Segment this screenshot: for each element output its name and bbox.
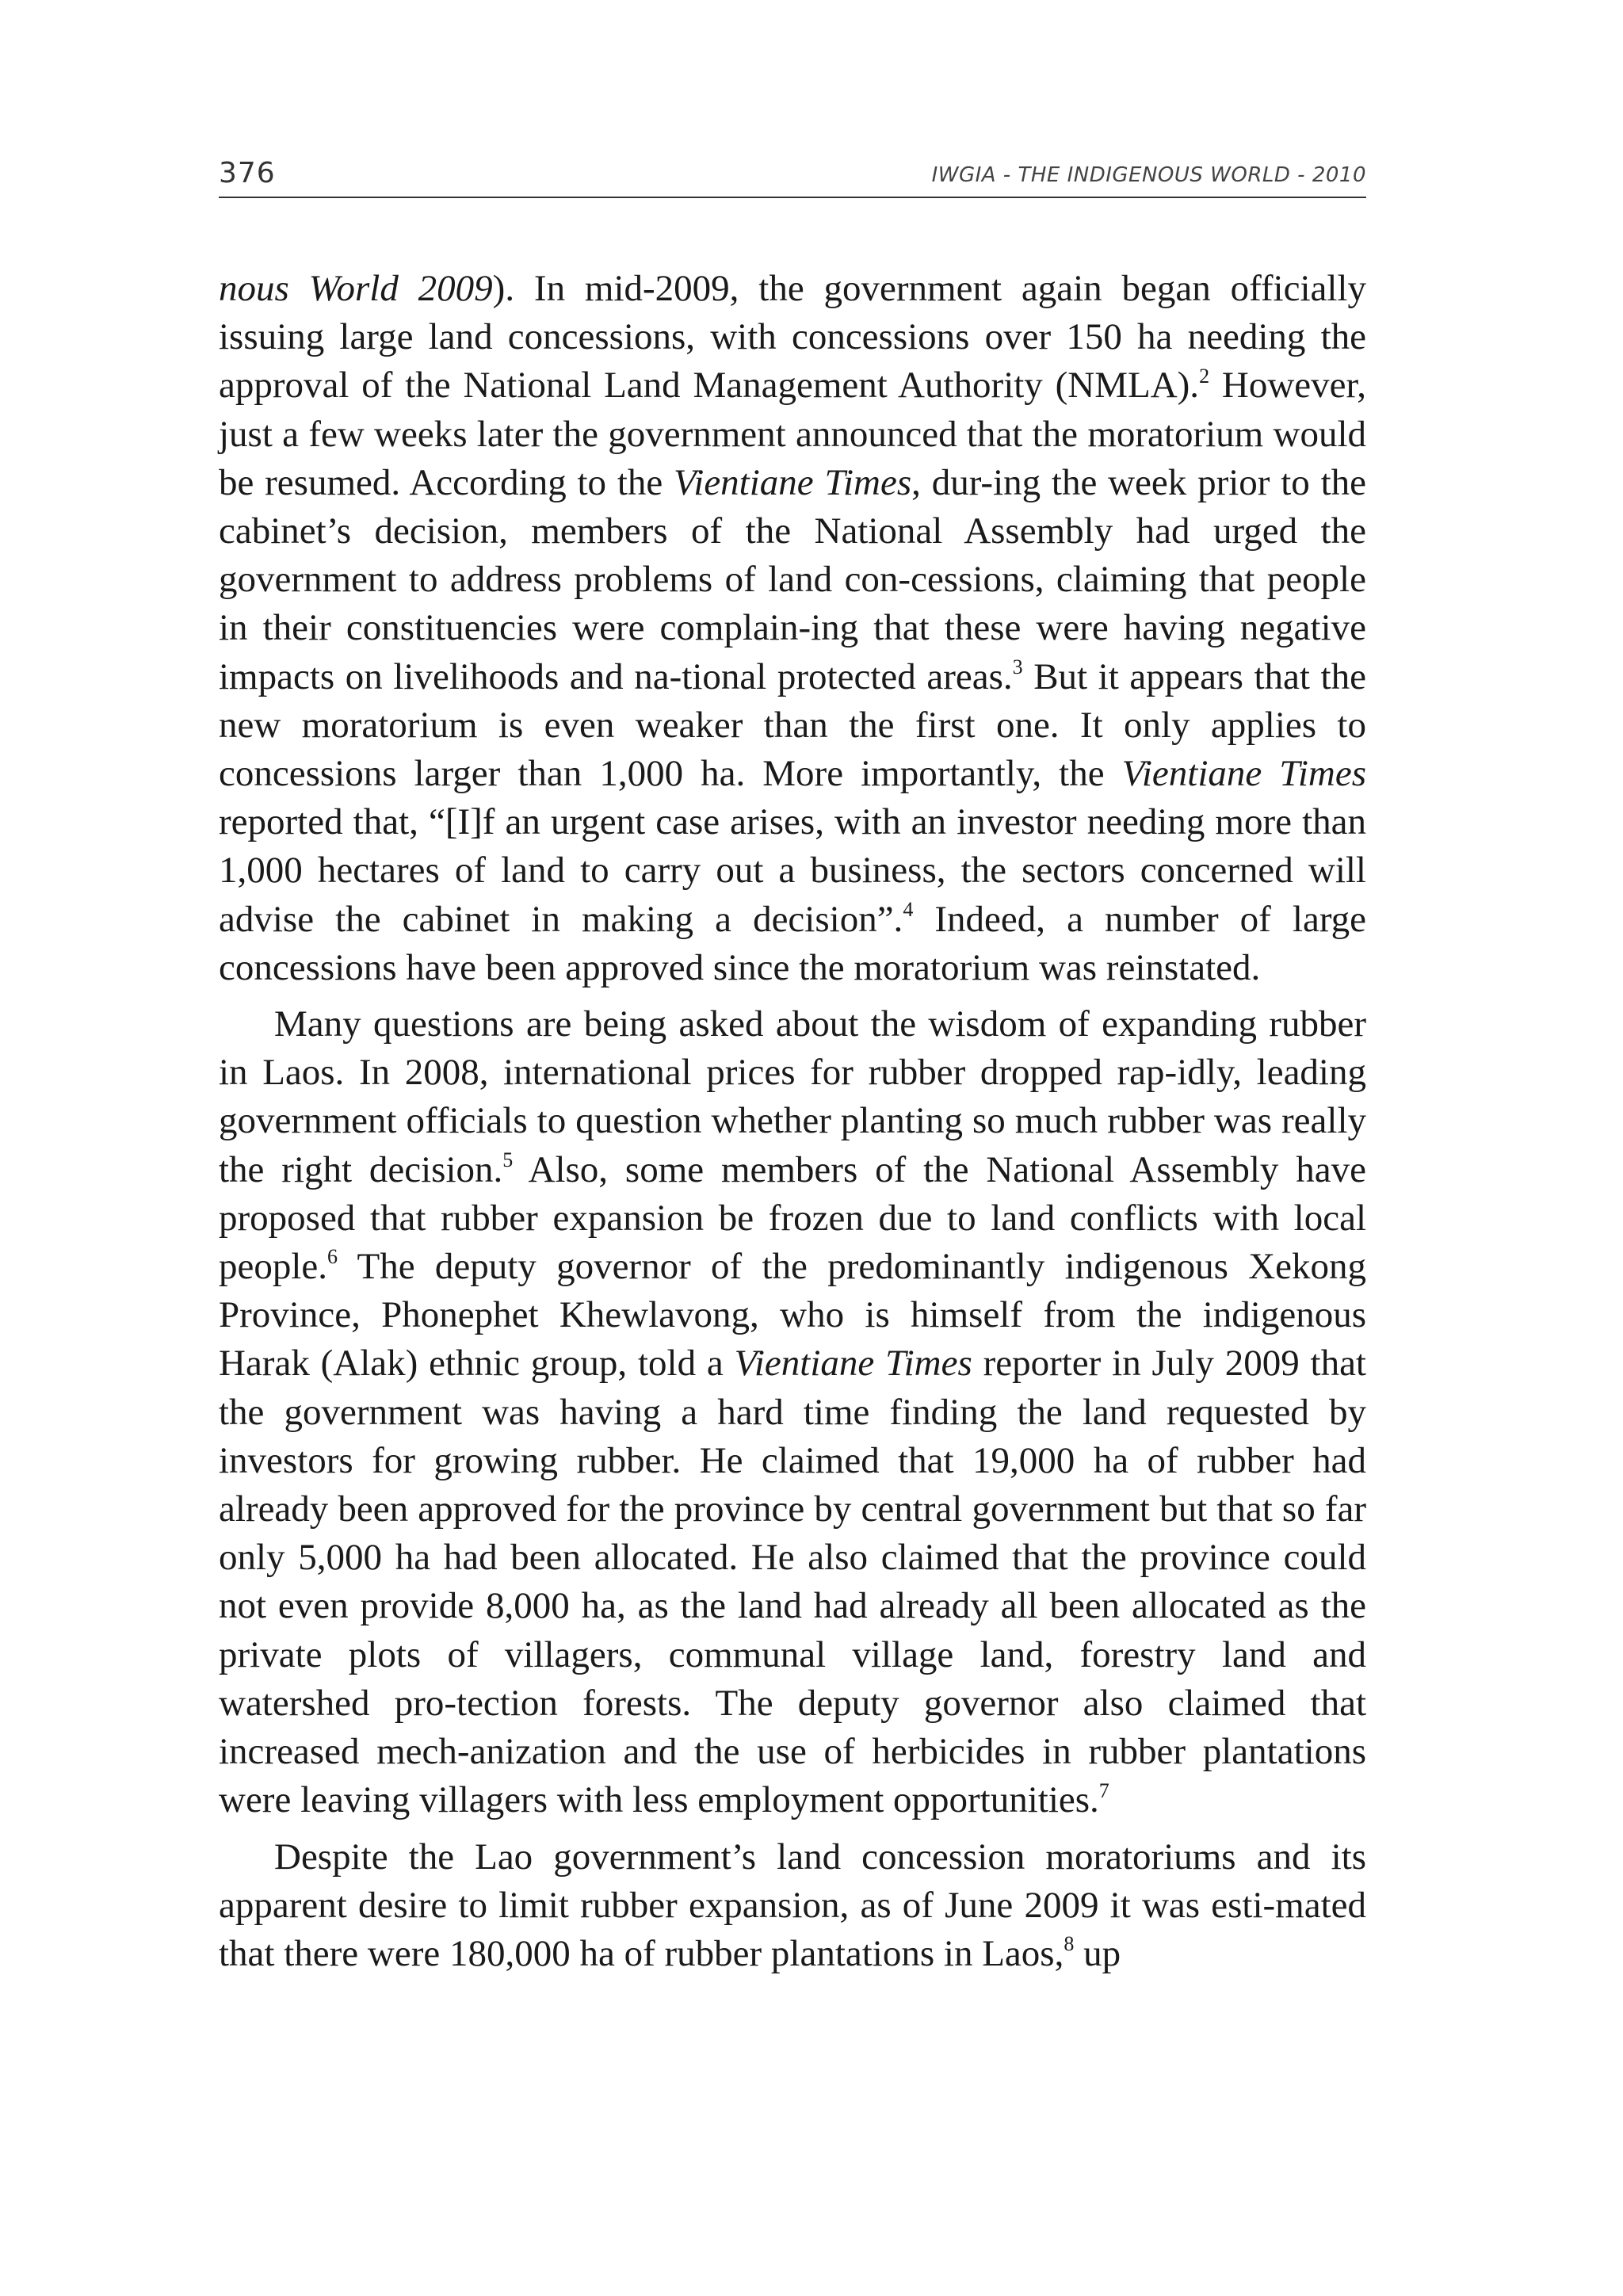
- text-segment: cabinet in making a decision”.: [402, 898, 903, 940]
- text-segment: villagers with less employment opportunities.: [419, 1779, 1099, 1821]
- text-segment: 8,000 ha, as the land had already all been allocated as the private plots: [219, 1585, 1366, 1675]
- footnote-ref: 8: [1064, 1932, 1075, 1956]
- text-segment: issuing large land concessions, with concessions over 150 ha needing: [219, 316, 1306, 358]
- text-segment: anization and the use of herbicides in rubber plantations were leaving: [219, 1731, 1366, 1821]
- text-segment: National Assembly have proposed that rubber expansion be frozen: [219, 1148, 1366, 1239]
- text-segment: moratorium would be resumed. According to the: [219, 413, 1366, 503]
- footnote-ref: 5: [502, 1148, 514, 1171]
- text-segment: 1,000 ha. More importantly, the: [599, 753, 1122, 795]
- text-segment: reported that, “[I]f an: [219, 801, 540, 843]
- text-segment: tional protected areas.: [682, 655, 1013, 697]
- italic-title: Vientiane Times: [674, 461, 912, 503]
- text-segment: the approval of the National Land Management Authority (NMLA).: [219, 316, 1367, 407]
- text-segment: He claimed that 19,000 ha of rubber had already been approved for the: [219, 1439, 1367, 1530]
- text-segment: However, just a few weeks later the government announced that the: [219, 365, 1366, 455]
- text-segment: predominantly indigenous Xekong Province, Phonephet Khewlavong,: [219, 1246, 1367, 1336]
- text-segment: up: [1074, 1932, 1121, 1974]
- text-segment: allocated. He also claimed that the province could not even provide: [219, 1537, 1366, 1627]
- italic-title: Vientiane Times: [734, 1343, 972, 1385]
- text-segment: Many questions are being asked about the wisdom of expanding: [274, 1003, 1257, 1045]
- text-segment: hard time finding the land requested by investors for growing rubber.: [219, 1391, 1366, 1481]
- text-segment: Also, some members of the: [513, 1148, 969, 1190]
- footnote-ref: 6: [327, 1245, 338, 1269]
- text-segment: ). In mid-2009, the government again began officially: [492, 268, 1366, 309]
- text-segment: Assembly had urged the government to address problems of land con-: [219, 510, 1366, 601]
- text-segment: have been approved since the moratorium was reinstated.: [406, 946, 1261, 988]
- journal-title: IWGIA - THE INDIGENOUS WORLD - 2010: [931, 163, 1366, 187]
- text-segment: much rubber was really the right decision.: [219, 1100, 1367, 1190]
- text-segment: reporter in July 2009 that the government was having a: [219, 1343, 1366, 1433]
- text-segment: weaker than the first one. It only applies to concessions larger than: [219, 704, 1366, 795]
- text-segment: province by central government but that so far only 5,000 ha had been: [219, 1488, 1367, 1579]
- text-segment: Indeed, a number of large concessions: [219, 898, 1366, 988]
- text-segment: mated that there were 180,000 ha of rubber plantations in Laos,: [219, 1884, 1366, 1974]
- italic-title: nous World 2009: [219, 268, 493, 309]
- running-header: [219, 155, 1366, 198]
- text-segment: due to land conflicts with local people.: [219, 1197, 1367, 1288]
- text-segment: tection forests. The deputy governor also claimed that increased mech-: [219, 1682, 1366, 1773]
- text-segment: rubber in Laos. In 2008, international prices for rubber dropped rap-: [219, 1003, 1366, 1094]
- page-number: 376: [219, 157, 276, 189]
- text-segment: of land to carry out a business, the sectors concerned will advise the: [219, 850, 1366, 940]
- text-segment: idly, leading government officials to question whether planting so: [219, 1052, 1366, 1142]
- text-segment: ing that these were having negative impacts on livelihoods and na-: [219, 607, 1366, 697]
- text-segment: cessions, claiming that people in their constituencies were complain-: [219, 559, 1366, 649]
- text-segment: of villagers, communal village land, forestry land and watershed pro-: [219, 1633, 1366, 1724]
- footnote-ref: 3: [1012, 655, 1023, 678]
- body-text: [219, 265, 1366, 1978]
- text-segment: But it appears that the new moratorium is even: [219, 655, 1366, 746]
- text-segment: The deputy governor of the: [338, 1246, 808, 1288]
- footnote-ref: 2: [1199, 364, 1210, 388]
- text-segment: , dur-: [911, 461, 994, 503]
- footnote-ref: 4: [903, 897, 914, 921]
- footnote-ref: 7: [1098, 1778, 1109, 1802]
- text-segment: Despite the Lao government’s land concession moratoriums and its: [274, 1836, 1366, 1878]
- text-segment: apparent desire to limit rubber expansion, as of June 2009 it was esti-: [219, 1884, 1276, 1926]
- text-segment: ing the week prior to the cabinet’s decision, members of the National: [219, 461, 1366, 552]
- paragraph-3: [219, 1833, 1366, 1979]
- paragraph-2: [219, 1000, 1366, 1824]
- paragraph-1: [219, 265, 1366, 992]
- text-segment: urgent case arises, with an investor needing more than 1,000 hectares: [219, 801, 1366, 892]
- italic-title: Vientiane Times: [1121, 753, 1366, 795]
- text-segment: who is himself from the indigenous Harak (Alak) ethnic group, told a: [219, 1294, 1367, 1385]
